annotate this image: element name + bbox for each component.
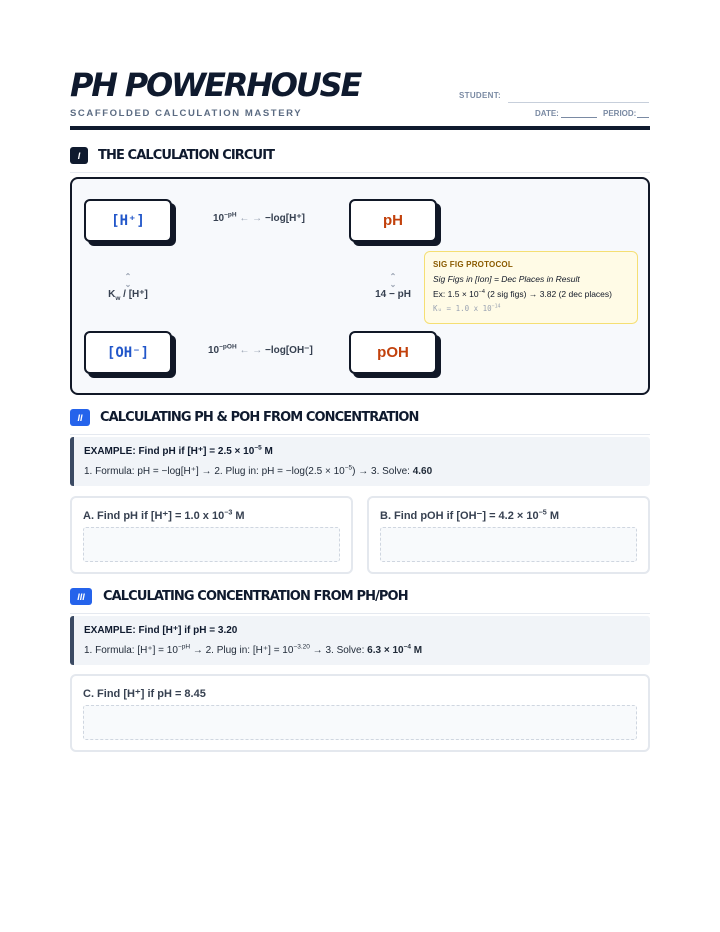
problem-a-label: A. Find pH if [H⁺] = 1.0 x $10^{-3}$ M	[83, 508, 245, 522]
example-ph-box	[70, 437, 650, 486]
problem-c-answer-field[interactable]	[83, 705, 637, 740]
sig-fig-protocol-box	[424, 251, 638, 324]
example-concentration-title: EXAMPLE: Find [H⁺] if pH = 3.20	[84, 625, 238, 636]
problem-c-card	[70, 674, 650, 752]
section-3-title: CALCULATING CONCENTRATION FROM PH/POH	[103, 589, 408, 604]
example-concentration-steps: 1. Formula: $[H^+] = 10^{-pH} \to 2$. Plug in: $[H^+] = 10^{-3.20} \to 3$. Solve: $6.3 \times 10^{-4}$ M	[84, 643, 423, 656]
section-1-header	[70, 147, 650, 173]
node-h-ion: [H⁺]	[84, 199, 172, 242]
problem-b-answer-field[interactable]	[380, 527, 637, 562]
page-title: PH POWERHOUSE	[70, 66, 361, 104]
node-oh-ion: [OH⁻]	[84, 331, 172, 374]
node-poh: pOH	[349, 331, 437, 374]
section-3-header	[70, 588, 650, 614]
period-label: PERIOD:	[603, 109, 637, 118]
example-concentration-box	[70, 616, 650, 665]
problem-a-card	[70, 496, 353, 574]
sig-fig-example: Ex: $1.5 \times 10^{-4}$ (2 sig figs) → 3.82 (2 dec places)	[433, 289, 612, 299]
right-14-link: ⌃ ⌄ 14 − pH	[371, 273, 415, 300]
header-divider	[70, 126, 650, 130]
problem-c-label: C. Find [H⁺] if pH = 8.45	[83, 688, 206, 700]
sig-fig-title: SIG FIG PROTOCOL	[433, 260, 513, 269]
problem-b-card	[367, 496, 650, 574]
top-conversion-arrow: $10^{-pH}$ ← → −log[H⁺]	[213, 211, 305, 224]
up-down-chevron-icon: ⌃ ⌄	[389, 272, 397, 289]
left-kw-link: ⌃ ⌄ $K_w / [H^+]$	[106, 273, 150, 300]
problem-b-label: B. Find pOH if $[OH^-] = 4.2 \times 10^{-5}$ M	[380, 508, 559, 522]
example-ph-title: EXAMPLE: Find pH if $[H^+] = 2.5 \times 10^{-5}$ M	[84, 444, 273, 457]
calculation-circuit	[70, 177, 650, 395]
date-field[interactable]	[561, 117, 597, 118]
sig-fig-rule: Sig Figs in [Ion] = Dec Places in Result	[433, 274, 580, 284]
section-1-title: THE CALCULATION CIRCUIT	[98, 148, 275, 163]
date-label: DATE:	[535, 109, 559, 118]
student-field[interactable]	[508, 102, 649, 103]
section-2-title: CALCULATING PH & POH FROM CONCENTRATION	[100, 410, 419, 425]
example-ph-steps: 1. Formula: pH = −log[H⁺] → 2. Plug in: pH = $-\log(2.5 \times 10^{-5}) \to 3$. Solve: 4.60	[84, 464, 433, 477]
section-2-header	[70, 409, 650, 435]
node-ph: pH	[349, 199, 437, 242]
section-1-badge: I	[70, 147, 88, 164]
section-2-badge: II	[70, 409, 90, 426]
kw-constant: Kᵤ = 1.0 x $10^{-14}$	[433, 303, 501, 313]
bottom-conversion-arrow: $10^{-pOH}$ ← → −log[OH⁻]	[208, 343, 313, 356]
page-subtitle: SCAFFOLDED CALCULATION MASTERY	[70, 108, 303, 119]
problem-a-answer-field[interactable]	[83, 527, 340, 562]
section-3-badge: III	[70, 588, 92, 605]
student-label: STUDENT:	[459, 91, 501, 100]
up-down-chevron-icon: ⌃ ⌄	[124, 272, 132, 289]
period-field[interactable]	[637, 117, 649, 118]
